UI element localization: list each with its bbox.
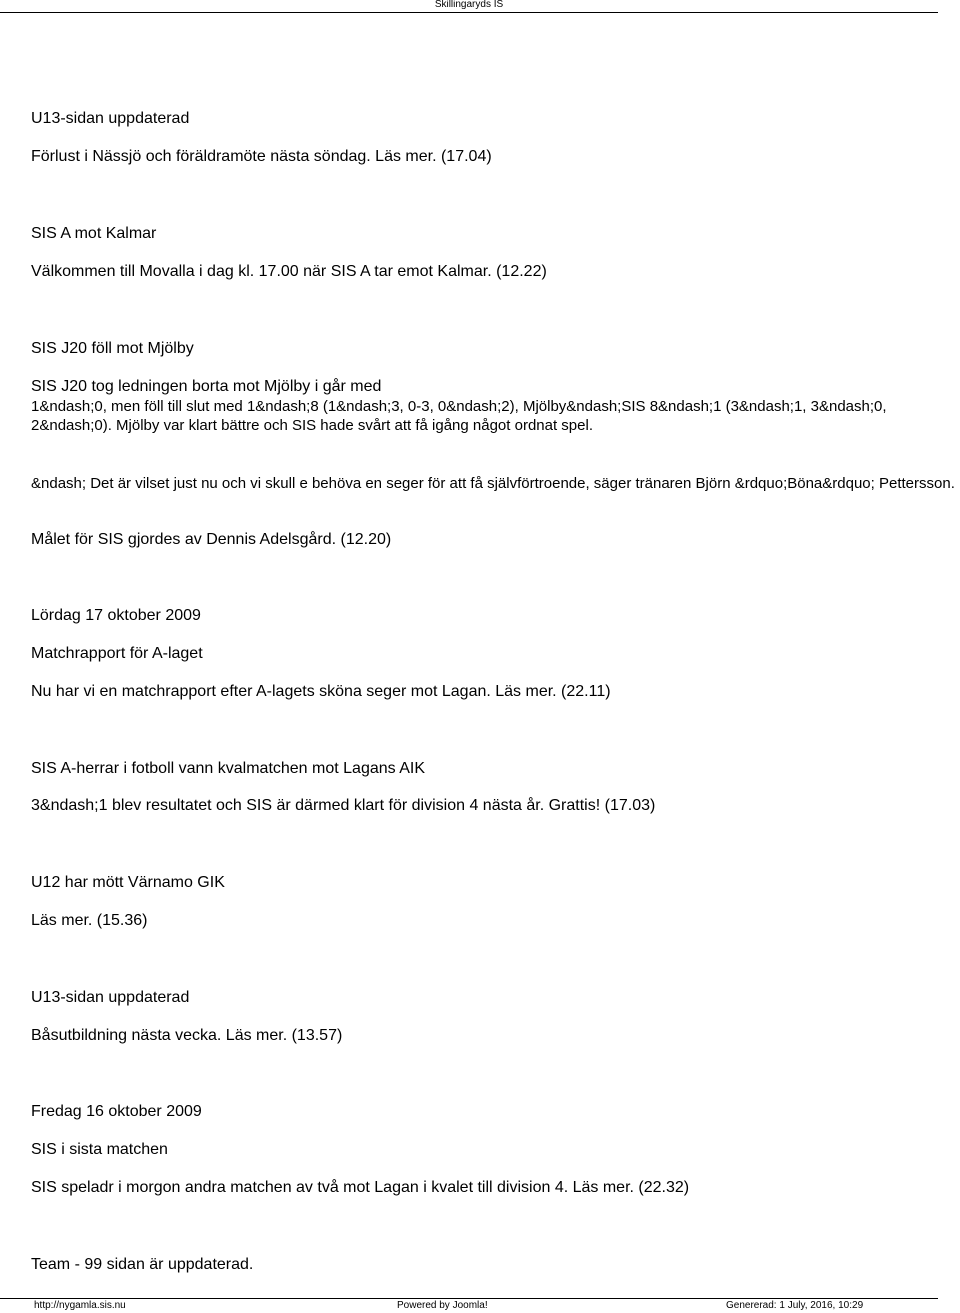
news-text: Båsutbildning nästa vecka. Läs mer. (13.57): [31, 1027, 343, 1044]
news-text: SIS J20 tog ledningen borta mot Mjölby i går med: [31, 378, 382, 395]
date-heading: Lördag 17 oktober 2009: [31, 607, 201, 624]
news-title: SIS i sista matchen: [31, 1141, 168, 1158]
page-header: [0, 0, 938, 13]
news-text: Välkommen till Movalla i dag kl. 17.00 när SIS A tar emot Kalmar. (12.22): [31, 263, 547, 280]
news-title: Team - 99 sidan är uppdaterad.: [31, 1256, 254, 1273]
news-title: U12 har mött Värnamo GIK: [31, 874, 225, 891]
news-text: SIS speladr i morgon andra matchen av två mot Lagan i kvalet till division 4. Läs mer. (22.32): [31, 1179, 690, 1196]
news-title: U13-sidan uppdaterad: [31, 989, 190, 1006]
news-title: U13-sidan uppdaterad: [31, 110, 190, 127]
news-text: 3&ndash;1 blev resultatet och SIS är därmed klart för division 4 nästa år. Grattis! (17.03): [31, 797, 656, 814]
page-footer: [0, 1298, 938, 1313]
news-title: Matchrapport för A-laget: [31, 645, 203, 662]
news-title: SIS J20 föll mot Mjölby: [31, 340, 194, 357]
news-title: SIS A-herrar i fotboll vann kvalmatchen mot Lagans AIK: [31, 760, 425, 777]
news-text: 1&ndash;0, men föll till slut med 1&ndash;8 (1&ndash;3, 0-3, 0&ndash;2), Mjölby&ndash;SIS 8&ndash;1 (3&ndash;1, 3&ndash;0, 2&ndash;0). Mjölby var klart bättre och SIS hade svårt att få igång något ordnat spel.: [31, 398, 887, 434]
news-text: Målet för SIS gjordes av Dennis Adelsgård. (12.20): [31, 531, 392, 548]
news-title: SIS A mot Kalmar: [31, 225, 157, 242]
news-text: Läs mer. (15.36): [31, 912, 148, 929]
news-text: Förlust i Nässjö och föräldramöte nästa söndag. Läs mer. (17.04): [31, 148, 492, 165]
site-title: Skillingaryds IS: [434, 0, 504, 10]
date-heading: Fredag 16 oktober 2009: [31, 1103, 202, 1120]
news-quote: &ndash; Det är vilset just nu och vi skull e behöva en seger för att få självförtroende, säger tränaren Björn &rdquo;Böna&rdquo; Pettersson.: [31, 475, 955, 492]
footer-url: http://nygamla.sis.nu: [34, 1300, 126, 1311]
news-text: Nu har vi en matchrapport efter A-lagets sköna seger mot Lagan. Läs mer. (22.11): [31, 683, 611, 700]
footer-powered: Powered by Joomla!: [397, 1300, 488, 1311]
footer-generated: Genererad: 1 July, 2016, 10:29: [726, 1300, 864, 1311]
